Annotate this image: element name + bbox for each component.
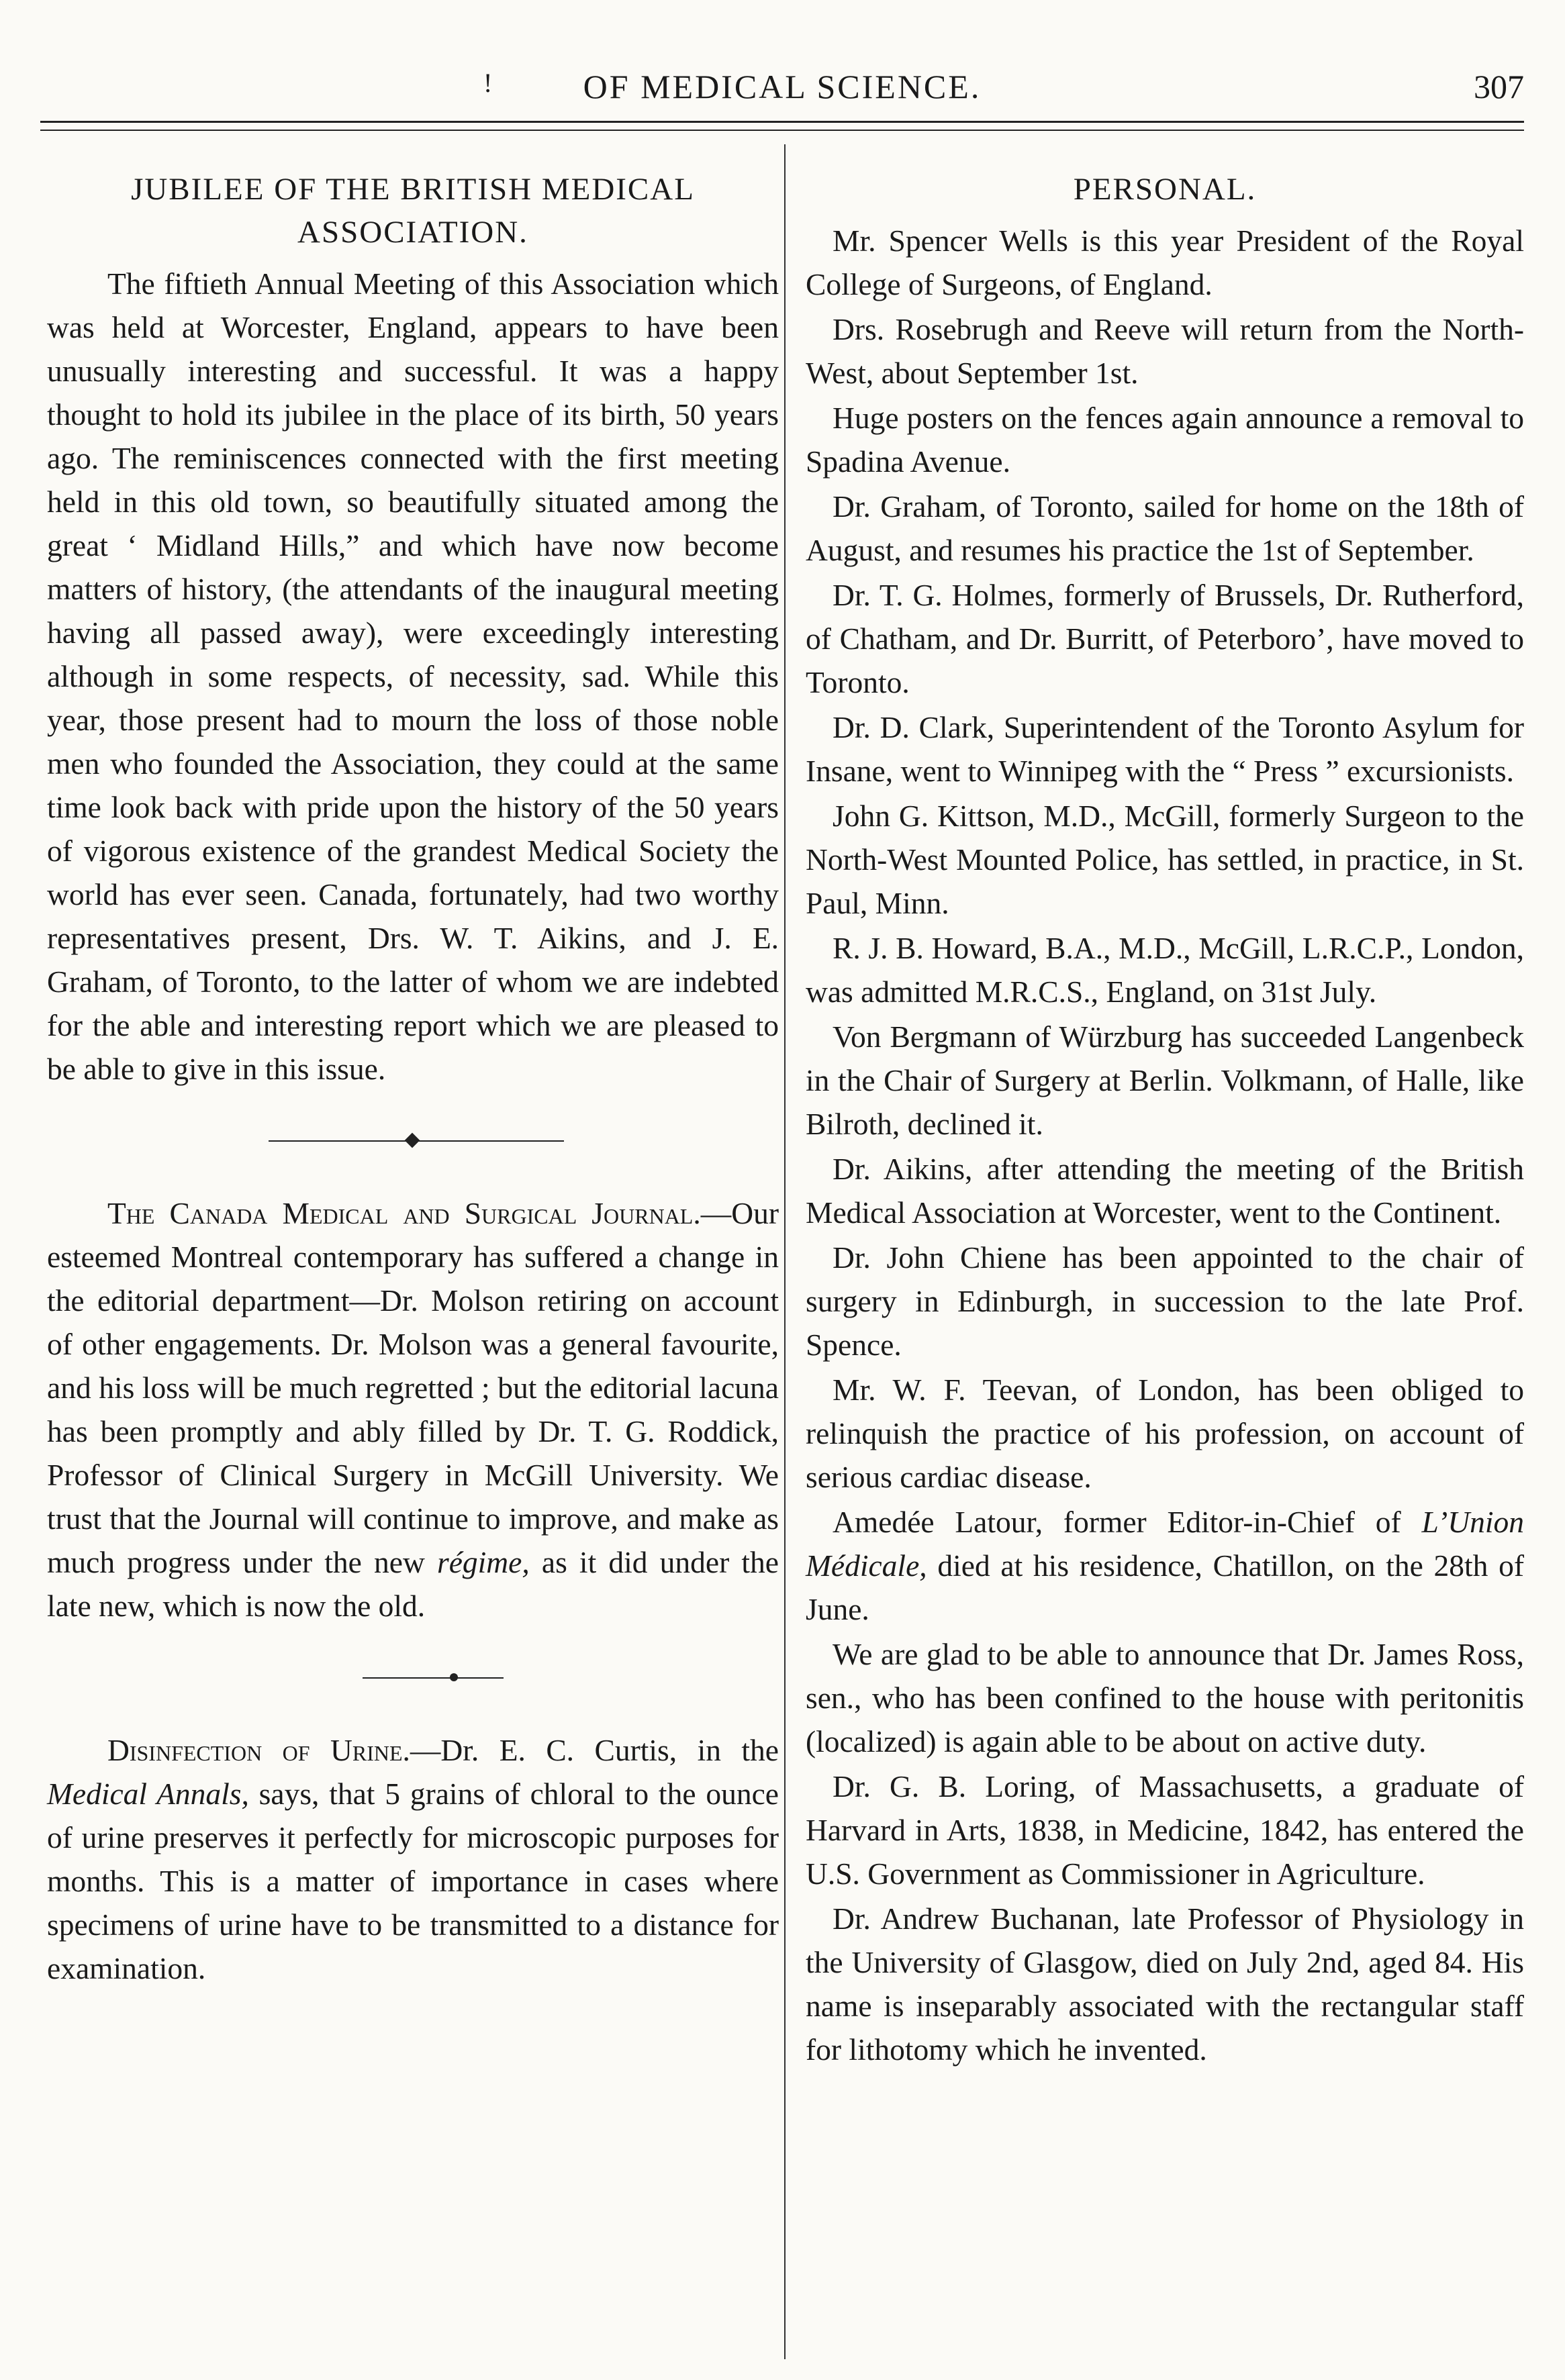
- personal-item: Dr. Aikins, after attending the meeting of the British Medical Association at Worcester, went to the Continent.: [806, 1152, 1524, 1230]
- personal-item: Dr. T. G. Holmes, formerly of Brussels, Dr. Rutherford, of Chatham, and Dr. Burritt, of Peterboro’, have moved to Toronto.: [806, 578, 1524, 699]
- section-heading-personal: PERSONAL.: [1073, 172, 1257, 207]
- latour-b: died at his residence, Chatillon, on the 28th of June.: [806, 1548, 1524, 1626]
- personal-item-latour: [806, 1500, 1524, 1631]
- personal-item: Dr. Graham, of Toronto, sailed for home on the 18th of August, and resumes his practice the 1st of September.: [806, 489, 1524, 567]
- personal-item: Dr. G. B. Loring, of Massachusetts, a graduate of Harvard in Arts, 1838, in Medicine, 1842, has entered the U.S. Government as Commissioner in Agriculture.: [806, 1769, 1524, 1891]
- section-ornament: [47, 1118, 779, 1164]
- personal-item: John G. Kittson, M.D., McGill, formerly Surgeon to the North-West Mounted Police, has settled, in practice, in St. Paul, Minn.: [806, 799, 1524, 920]
- urine-body-a: —Dr. E. C. Curtis, in the: [410, 1733, 779, 1767]
- journal-italic: régime,: [437, 1545, 530, 1579]
- urine-paragraph: [47, 1728, 779, 1990]
- header-rule-thin: [40, 130, 1524, 131]
- running-title: OF MEDICAL SCIENCE.: [583, 68, 982, 105]
- section-ornament-small: [47, 1654, 779, 1701]
- personal-item: Mr. Spencer Wells is this year President of the Royal College of Surgeons, of England.: [806, 224, 1524, 301]
- journal-body-b: as it did under the late new, which is now the old.: [47, 1545, 779, 1623]
- header-rule-thick: [40, 121, 1524, 123]
- journal-paragraph: [47, 1191, 779, 1628]
- latour-a: Amedée Latour, former Editor-in-Chief of: [833, 1505, 1422, 1539]
- personal-item: Dr. Andrew Buchanan, late Professor of Physiology in the University of Glasgow, died on July 2nd, aged 84. His name is inseparably associated with the rectangular staff for lithotomy which he invented.: [806, 1901, 1524, 2067]
- urine-lead: Disinfection of Urine.: [107, 1733, 410, 1767]
- column-separator: [784, 144, 786, 2359]
- personal-item: R. J. B. Howard, B.A., M.D., McGill, L.R.C.P., London, was admitted M.R.C.S., England, on 31st July.: [806, 931, 1524, 1009]
- stray-mark: !: [483, 68, 493, 98]
- ornament-diamond-icon: [405, 1133, 420, 1148]
- personal-item: Huge posters on the fences again announce a removal to Spadina Avenue.: [806, 401, 1524, 479]
- personal-item: Mr. W. F. Teevan, of London, has been obliged to relinquish the practice of his profession, on account of serious cardiac disease.: [806, 1373, 1524, 1494]
- right-column: [806, 168, 1524, 2073]
- ornament-line: [363, 1677, 504, 1679]
- personal-item: Dr. D. Clark, Superintendent of the Toronto Asylum for Insane, went to Winnipeg with the “ Press ” excursionists.: [806, 710, 1524, 788]
- personal-item: Von Bergmann of Würzburg has succeeded Langenbeck in the Chair of Surgery at Berlin. Volkmann, of Halle, like Bilroth, declined it.: [806, 1020, 1524, 1141]
- journal-lead: The Canada Medical and Surgical Journal.: [107, 1196, 701, 1230]
- ornament-dot-icon: [450, 1673, 458, 1681]
- personal-item: Drs. Rosebrugh and Reeve will return from the North-West, about September 1st.: [806, 312, 1524, 390]
- urine-body-b: says, that 5 grains of chloral to the ounce of urine preserves it perfectly for microscopic purposes for months. This is a matter of importance in cases where specimens of urine have to be transmitted to a distance for examination.: [47, 1777, 779, 1985]
- journal-body-a: —Our esteemed Montreal contemporary has suffered a change in the editorial department—Dr. Molson retiring on account of other engagements. Dr. Molson was a general favourite, and his loss will be much regretted ; but the editorial lacuna has been promptly and ably filled by Dr. T. G. Roddick, Professor of Clinical Surgery in McGill University. We trust that the Journal will continue to improve, and make as much progress under the new: [47, 1196, 779, 1579]
- personal-item: We are glad to be able to announce that Dr. James Ross, sen., who has been confined to the house with peritonitis (localized) is again able to be about on active duty.: [806, 1637, 1524, 1758]
- page-number: 307: [1474, 68, 1524, 105]
- jubilee-paragraph: The fiftieth Annual Meeting of this Association which was held at Worcester, England, appears to have been unusually interesting and successful. It was a happy thought to hold its jubilee in the place of its birth, 50 years ago. The reminiscences connected with the first meeting held in this old town, so beautifully situated among the great ‘ Midland Hills,” and which have now become matters of history, (the attendants of the inaugural meeting having all passed away), were exceedingly interesting although in some respects, of necessity, sad. While this year, those present had to mourn the loss of those noble men who founded the Association, they could at the same time look back with pride upon the history of the 50 years of vigorous existence of the grandest Medical Society the world has ever seen. Canada, fortunately, had two worthy representatives present, Drs. W. T. Aikins, and J. E. Graham, of Toronto, to the latter of whom we are indebted for the able and interesting report which we are pleased to be able to give in this issue.: [47, 266, 779, 1086]
- latour-italic: L’Union Médicale,: [806, 1505, 1524, 1583]
- personal-item: Dr. John Chiene has been appointed to the chair of surgery in Edinburgh, in succession to the late Prof. Spence.: [806, 1240, 1524, 1362]
- running-head: [40, 67, 1524, 114]
- left-column: [47, 168, 779, 1990]
- article-heading-jubilee: JUBILEE OF THE BRITISH MEDICAL ASSOCIATION.: [131, 172, 695, 250]
- urine-italic: Medical Annals,: [47, 1777, 249, 1811]
